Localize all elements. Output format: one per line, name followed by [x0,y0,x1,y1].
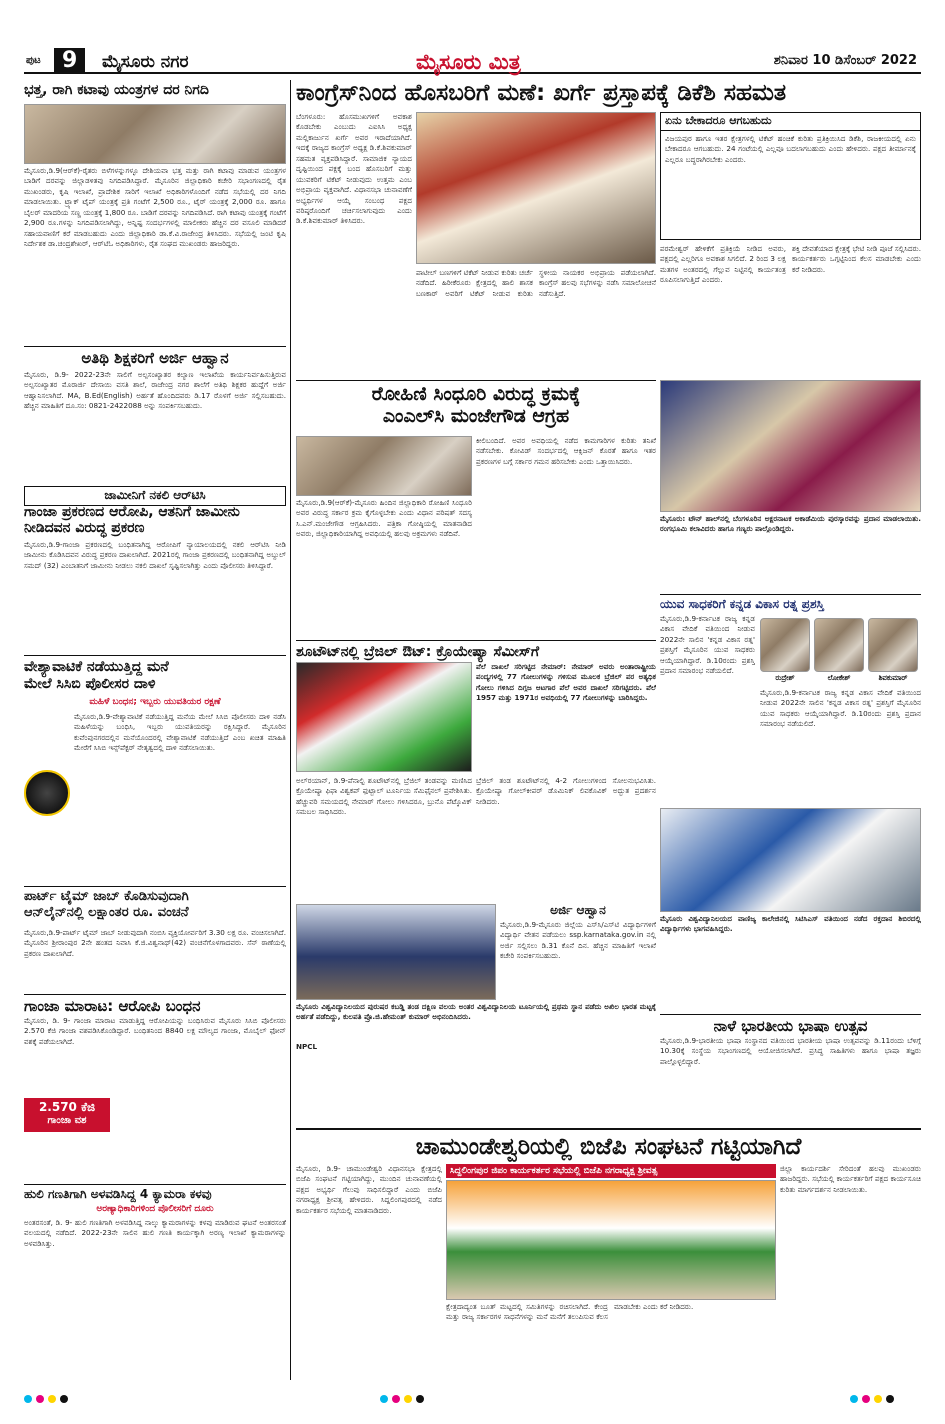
story-body: ಜಿಲ್ಲಾ ಕಾರ್ಯದರ್ಶಿ ಸೇರಿದಂತೆ ಹಲವು ಮುಖಂಡರು ಹಾಜರಿದ್ದರು. ಸಭೆಯಲ್ಲಿ ಕಾರ್ಯಕರ್ತರಿಗೆ ಪಕ್ಷದ ಕಾರ್ಯಸೂಚಿ ಕುರಿತು ಮಾರ್ಗದರ್ಶನ ನೀಡಲಾಯಿತು. [780,1164,921,1194]
paper-name: ಮೈಸೂರು ಮಿತ್ರ [416,49,521,74]
story-body: ಅಂತರಸಂತೆ, ಡಿ. 9- ಹುಲಿ ಗಣತಿಗಾಗಿ ಅಳವಡಿಸಿದ್ದ ನಾಲ್ಕು ಕ್ಯಾಮರಾಗಳನ್ನು ಕಳವು ಮಾಡಿರುವ ಘಟನೆ ಅಂತರಸಂತೆ ವಲಯದಲ್ಲಿ ನಡೆದಿದೆ. 2022-23ನೇ ಸಾಲಿನ ಹುಲಿ ಗಣತಿ ಕಾರ್ಯಕ್ಕಾಗಿ ಅರಣ್ಯ ಇಲಾಖೆ ಕ್ಯಾಮರಾಗಳನ್ನು ಅಳವಡಿಸಿತ್ತು. [24,1218,286,1248]
story-body: ಮೈಸೂರು, ಡಿ.9- ಚಾಮುಂಡೇಶ್ವರಿ ವಿಧಾನಸಭಾ ಕ್ಷೇತ್ರದಲ್ಲಿ ಬಿಜೆಪಿ ಸಂಘಟನೆ ಗಟ್ಟಿಯಾಗಿದ್ದು, ಮುಂದಿನ ಚುನಾವಣೆಯಲ್ಲಿ ಪಕ್ಷದ ಅಭ್ಯರ್ಥಿ ಗೆಲುವು ಸಾಧಿಸಲಿದ್ದಾರೆ ಎಂದು ಬಿಜೆಪಿ ನಗರಾಧ್ಯಕ್ಷ ಶ್ರೀವತ್ಸ ಹೇಳಿದರು. ಸಿದ್ದಲಿಂಗಪುರದಲ್ಲಿ ನಡೆದ ಕಾರ್ಯಕರ್ತರ ಸಭೆಯಲ್ಲಿ ಮಾತನಾಡಿದರು. [296,1164,442,1215]
story-body: ಮೈಸೂರು, ಡಿ. 9- ಗಾಂಜಾ ಮಾರಾಟ ಮಾಡುತ್ತಿದ್ದ ಆರೋಪಿಯನ್ನು ಬಂಧಿಸಿರುವ ಮೈಸೂರು ಸಿಸಿಬಿ ಪೊಲೀಸರು 2.570 ಕೆಜಿ ಗಾಂಜಾ ವಶಪಡಿಸಿಕೊಂಡಿದ್ದಾರೆ. ಬಂಧಿತನಿಂದ 8840 ಲಕ್ಷ ಮೌಲ್ಯದ ಗಾಂಜಾ, ಮೊಬೈಲ್ ಫೋನ್ ವಶಕ್ಕೆ ಪಡೆಯಲಾಗಿದೆ. [24,1016,286,1046]
page-number: 9 [54,48,85,73]
ganja-highlight-box [24,1098,110,1132]
crime-logo [24,770,70,816]
masthead [24,50,921,74]
story-body: ಮೈಸೂರು,ಡಿ.9-ಗಾಂಜಾ ಪ್ರಕರಣದಲ್ಲಿ ಬಂಧಿತನಾಗಿದ್ದ ಆರೋಪಿಗೆ ನ್ಯಾಯಾಲಯದಲ್ಲಿ ನಕಲಿ ಆರ್‌ಟಿಸಿ ನೀಡಿ ಜಾಮೀನು ಕೊಡಿಸಿದವನ ವಿರುದ್ಧ ಪ್ರಕರಣ ದಾಖಲಾಗಿದೆ. 2021ರಲ್ಲಿ ಗಾಂಜಾ ಪ್ರಕರಣದಲ್ಲಿ ಬಂಧಿತನಾಗಿದ್ದ ಅಬ್ದುಲ್ ಸಮದ್ (32) ಎಂಬಾತನಿಗೆ ಜಾಮೀನು ನೀಡಲು ನಕಲಿ ದಾಖಲೆ ಸೃಷ್ಟಿಸಲಾಗಿತ್ತು ಎಂದು ಪೊಲೀಸರು ತಿಳಿಸಿದ್ದಾರೆ. [24,540,286,570]
story-body: ಮೈಸೂರು,ಡಿ.9-ಪಾರ್ಟ್ ಟೈಮ್ ಜಾಬ್ ನೀಡುವುದಾಗಿ ನಂಬಿಸಿ ವ್ಯಕ್ತಿಯೋರ್ವರಿಗೆ 3.30 ಲಕ್ಷ ರೂ. ವಂಚಿಸಲಾಗಿದೆ. ಮೈಸೂರಿನ ಶ್ರೀರಾಂಪುರ 2ನೇ ಹಂತದ ನಿವಾಸಿ ಕೆ.ಜಿ.ವಿಶ್ವನಾಥ್(42) ವಂಚನೆಗೊಳಗಾದವರು. ಸೆನ್ ಠಾಣೆಯಲ್ಲಿ ಪ್ರಕರಣ ದಾಖಲಾಗಿದೆ. [24,928,286,958]
lead-headline: ಕಾಂಗ್ರೆಸ್‌ನಿಂದ ಹೊಸಬರಿಗೆ ಮಣೆ: ಖರ್ಗೆ ಪ್ರಸ್ತಾಪಕ್ಕೆ ಡಿಕೆಶಿ ಸಹಮತ [296,80,787,106]
headline: ಯುವ ಸಾಧಕರಿಗೆ ಕನ್ನಡ ವಿಕಾಸ ರತ್ನ ಪ್ರಶಸ್ತಿ [660,594,921,612]
kicker: ಜಾಮೀನಿಗೆ ನಕಲಿ ಆರ್‌ಟಿಸಿ [24,486,286,506]
story-body: ಮೈಸೂರು,ಡಿ.9-ವೇಶ್ಯಾವಾಟಿಕೆ ನಡೆಯುತ್ತಿದ್ದ ಮನೆಯ ಮೇಲೆ ಸಿಸಿಬಿ ಪೊಲೀಸರು ದಾಳಿ ನಡೆಸಿ ಮಹಿಳೆಯನ್ನು ಬಂಧಿಸಿ, ಇಬ್ಬರು ಯುವತಿಯರನ್ನು ರಕ್ಷಿಸಿದ್ದಾರೆ. ಮೈಸೂರಿನ ಕುವೆಂಪುನಗರದಲ್ಲಿನ ಮನೆಯೊಂದರಲ್ಲಿ ವೇಶ್ಯಾವಾಟಿಕೆ ನಡೆಯುತ್ತಿದೆ ಎಂಬ ಖಚಿತ ಮಾಹಿತಿ ಮೇರೆಗೆ ಸಿಸಿಬಿ ಇನ್ಸ್‌ಪೆಕ್ಟರ್ ನೇತೃತ್ವದಲ್ಲಿ ದಾಳಿ ನಡೆಸಲಾಯಿತು. [74,712,286,753]
neymar-sidebar: ಪೆಲೆ ದಾಖಲೆ ಸರಿಗಟ್ಟಿದ ನೇಮಾರ್: ನೇಮಾರ್ ಅವರು ಅಂತಾರಾಷ್ಟ್ರೀಯ ಪಂದ್ಯಗಳಲ್ಲಿ 77 ಗೋಲುಗಳನ್ನು ಗಳಿಸುವ ಮೂಲಕ ಬ್ರೆಜಿಲ್ ಪರ ಅತ್ಯಧಿಕ ಗೋಲು ಗಳಿಸಿದ ದಿಗ್ಗಜ ಆಟಗಾರ ಪೆಲೆ ಅವರ ದಾಖಲೆ ಸರಿಗಟ್ಟಿದರು. ಪೆಲೆ 1957 ಮತ್ತು 1971ರ ಅವಧಿಯಲ್ಲಿ 77 ಗೋಲುಗಳನ್ನು ಬಾರಿಸಿದ್ದರು. [476,662,656,703]
story-body: ಮೈಸೂರು,ಡಿ.9(ಆರ್‌ಕೆ)-ರೈತರು ಬಿಳೆಗಳನ್ನುಗಳ್ಳೂ ದೇಶಿಯವಾ ಭತ್ತ ಮತ್ತು ರಾಗಿ ಕಟಾವು ಮಾಡುವ ಯಂತ್ರಗಳ ಬಾಡಿಗೆ ದರವನ್ನು ಜಿಲ್ಲಾಡಳಿತವು ನಿಗದಿಪಡಿಸಿದ್ದಾರೆ. ಮೈಸೂರಿನ ಜಿಲ್ಲಾಧಿಕಾರಿ ಕಚೇರಿ ಸಭಾಂಗಣದಲ್ಲಿ ರೈತ ಮುಖಂಡರು, ಕೃಷಿ ಇಲಾಖೆ, ಪ್ರಾದೇಶಿಕ ಸಾರಿಗೆ ಇಲಾಖೆ ಅಧಿಕಾರಿಗಳೊಂದಿಗೆ ನಡೆದ ಸಭೆಯಲ್ಲಿ ದರ ನಿಗದಿ ಮಾಡಲಾಯಿತು. ಟ್ರ್ಯಾಕ್ ಟೈಪ್ ಯಂತ್ರಕ್ಕೆ ಪ್ರತಿ ಗಂಟೆಗೆ 2,500 ರೂ., ಟೈರ್ ಯಂತ್ರಕ್ಕೆ 2,000 ರೂ. ಹಾಗೂ ಬೈಲರ್ ಮಾದರಿಯ ಸಣ್ಣ ಯಂತ್ರಕ್ಕೆ 1,800 ರೂ. ಬಾಡಿಗೆ ದರವನ್ನು ನಿಗದಿಪಡಿಸಿದೆ. ರಾಗಿ ಕಟಾವು ಯಂತ್ರಕ್ಕೆ ಗಂಟೆಗೆ 2,900 ರೂ.ಗಳನ್ನು ನಿಗದಿಪಡಿಸಲಾಗಿದ್ದು, ಅನ್ನಿಷ್ಟ ಸಂದರ್ಭಗಳಲ್ಲಿ ಮಾಲೀಕರು ಹೆಚ್ಚಿನ ದರ ವಸೂಲಿ ಮಾಡಿದರೆ ಸಹಾಯವಾಣಿಗೆ ಕರೆ ಮಾಡಬಹುದು ಎಂದು ಜಿಲ್ಲಾಧಿಕಾರಿ ಡಾ.ಕೆ.ವಿ.ರಾಜೇಂದ್ರ ತಿಳಿಸಿದರು. ಸಭೆಯಲ್ಲಿ ಜಂಟಿ ಕೃಷಿ ನಿರ್ದೇಶಕ ಡಾ.ಚಂದ್ರಶೇಖರ್, ಆರ್‌ಟಿಓ ಅಧಿಕಾರಿಗಳು, ರೈತ ಸಂಘದ ಮುಖಂಡರು ಹಾಜರಿದ್ದರು. [24,166,286,249]
sub-headline: ಮಹಿಳೆ ಬಂಧನ; ಇಬ್ಬರು ಯುವತಿಯರ ರಕ್ಷಣೆ [89,697,221,707]
team-photo [296,904,496,1000]
bottom-headline: ಚಾಮುಂಡೇಶ್ವರಿಯಲ್ಲಿ ಬಿಜೆಪಿ ಸಂಘಟನೆ ಗಟ್ಟಿಯಾಗಿದೆ [296,1128,921,1160]
story-body: ಮೈಸೂರು,ಡಿ.9-ಕರ್ನಾಟಕ ರಾಜ್ಯ ಕನ್ನಡ ವಿಕಾಸ ವೇದಿಕೆ ವತಿಯಿಂದ ನೀಡುವ 2022ನೇ ಸಾಲಿನ 'ಕನ್ನಡ ವಿಕಾಸ ರತ್ನ' ಪ್ರಶಸ್ತಿಗೆ ಮೈಸೂರಿನ ಯುವ ಸಾಧಕರು ಆಯ್ಕೆಯಾಗಿದ್ದಾರೆ. ಡಿ.10ರಂದು ಪ್ರಶಸ್ತಿ ಪ್ರದಾನ ಸಮಾರಂಭ ನಡೆಯಲಿದೆ. [660,614,755,676]
headline: ಹುಲಿ ಗಣತಿಗಾಗಿ ಅಳವಡಿಸಿದ್ದ 4 ಕ್ಯಾಮರಾ ಕಳವು [24,1184,286,1202]
headline: ನಾಳೆ ಭಾರತೀಯ ಭಾಷಾ ಉತ್ಸವ [660,1014,921,1035]
headline: ಭತ್ತ, ರಾಗಿ ಕಟಾವು ಯಂತ್ರಗಳ ದರ ನಿಗದಿ [24,82,209,98]
story-body: ಮೈಸೂರು,ಡಿ.9-ಭಾರತೀಯ ಭಾಷಾ ಸಂಸ್ಥಾನದ ವತಿಯಿಂದ ಭಾರತೀಯ ಭಾಷಾ ಉತ್ಸವವನ್ನು ಡಿ.11ರಂದು ಬೆಳಿಗ್ಗೆ 10.30ಕ್ಕೆ ಸಂಸ್ಥೆಯ ಸಭಾಂಗಣದಲ್ಲಿ ಆಯೋಜಿಸಲಾಗಿದೆ. ಪ್ರಸಿದ್ಧ ಸಾಹಿತಿಗಳು ಹಾಗೂ ಭಾಷಾ ತಜ್ಞರು ಪಾಲ್ಗೊಳ್ಳಲಿದ್ದಾರೆ. [660,1036,921,1066]
story-body: ಕೀಲಿಬಂದಿದೆ. ಅವರ ಅವಧಿಯಲ್ಲಿ ನಡೆದ ಕಾಮಗಾರಿಗಳ ಕುರಿತು ತನಿಖೆ ನಡೆಸಬೇಕು. ಕೋವಿಡ್ ಸಂದರ್ಭದಲ್ಲಿ ಆಕ್ಸಿಜನ್ ಕೊರತೆ ಹಾಗೂ ಇತರ ಪ್ರಕರಣಗಳ ಬಗ್ಗೆ ಸರ್ಕಾರ ಗಮನ ಹರಿಸಬೇಕು ಎಂದು ಒತ್ತಾಯಿಸಿದರು. [476,436,656,466]
lead-photo [416,112,656,264]
portrait-3 [868,618,918,672]
headline: ಅತಿಥಿ ಶಿಕ್ಷಕರಿಗೆ ಅರ್ಜಿ ಆಹ್ವಾನ [24,346,286,367]
headline: ಆನ್‌ಲೈನ್‌ನಲ್ಲಿ ಲಕ್ಷಾಂತರ ರೂ. ವಂಚನೆ [24,905,189,920]
story-body: ಬ್ರೆಜಿಲ್ ತಂಡ ಶೂಟೌಟ್‌ನಲ್ಲಿ 4-2 ಗೋಲುಗಳಿಂದ ಸೋಲನುಭವಿಸಿತು. ಕ್ರೊಯೇಷ್ಯಾ ಗೋಲ್‌ಕೀಪರ್ ಡೊಮಿನಿಕ್ ಲಿವಕೊವಿಕ್ ಅದ್ಭುತ ಪ್ರದರ್ಶನ ನೀಡಿದರು. [476,776,656,806]
inset-body: ವಿಜಯಪುರ ಹಾಗೂ ಇತರ ಕ್ಷೇತ್ರಗಳಲ್ಲಿ ಟಿಕೆಟ್ ಹಂಚಿಕೆ ಕುರಿತು ಪ್ರತಿಕ್ರಿಯಿಸಿದ ಡಿಕೆಶಿ, ರಾಜಕೀಯದಲ್ಲಿ ಏನು ಬೇಕಾದರೂ ಆಗಬಹುದು. 24 ಗಂಟೆಯಲ್ಲಿ ಎಲ್ಲವೂ ಬದಲಾಗಬಹುದು ಎಂದು ಹೇಳಿದರು. ಪಕ್ಷದ ತೀರ್ಮಾನಕ್ಕೆ ಎಲ್ಲರೂ ಬದ್ಧರಾಗಿರಬೇಕು ಎಂದರು. [665,133,916,164]
story-body: ಬೆಂಗಳೂರು: ಹೊಸಮುಖಗಳಿಗೆ ಅವಕಾಶ ಕೊಡಬೇಕು ಎಂಬುದು ಎಐಸಿಸಿ ಅಧ್ಯಕ್ಷ ಮಲ್ಲಿಕಾರ್ಜುನ ಖರ್ಗೆ ಅವರ ಇರಾದೆಯಾಗಿದೆ. ಇದಕ್ಕೆ ರಾಜ್ಯದ ಕಾಂಗ್ರೆಸ್ ಅಧ್ಯಕ್ಷ ಡಿ.ಕೆ.ಶಿವಕುಮಾರ್ ಸಹಮತ ವ್ಯಕ್ತಪಡಿಸಿದ್ದಾರೆ. ಸಾಮಾಜಿಕ ನ್ಯಾಯದ ದೃಷ್ಟಿಯಿಂದ ಪಕ್ಷಕ್ಕೆ ಬಂದ ಹೊಸಬರಿಗೆ ಮತ್ತು ಯುವಕರಿಗೆ ಟಿಕೆಟ್ ನೀಡುವುದು ಉತ್ತಮ ಎಂಬ ಅಭಿಪ್ರಾಯ ವ್ಯಕ್ತವಾಗಿದೆ. ವಿಧಾನಸಭಾ ಚುನಾವಣೆಗೆ ಅಭ್ಯರ್ಥಿಗಳ ಆಯ್ಕೆ ಸಂಬಂಧ ಪಕ್ಷದ ವರಿಷ್ಠರೊಂದಿಗೆ ಚರ್ಚಿಸಲಾಗುವುದು ಎಂದು ಡಿ.ಕೆ.ಶಿವಕುಮಾರ್ ತಿಳಿಸಿದರು. [296,112,412,226]
story-body: ಮೈಸೂರು, ಡಿ.9- 2022-23ನೇ ಸಾಲಿಗೆ ಅಲ್ಪಸಂಖ್ಯಾತರ ಕಲ್ಯಾಣ ಇಲಾಖೆಯ ಕಾರ್ಯನಿರ್ವಹಿಸುತ್ತಿರುವ ಅಲ್ಪಸಂಖ್ಯಾತರ ಮೊರಾರ್ಜಿ ದೇಸಾಯಿ ವಸತಿ ಶಾಲೆ, ರಾಜೇಂದ್ರ ನಗರ ಶಾಲೆಗೆ ಅತಿಥಿ ಶಿಕ್ಷಕರ ಹುದ್ದೆಗೆ ಅರ್ಜಿ ಆಹ್ವಾನಿಸಲಾಗಿದೆ. MA, B.Ed(English) ಅರ್ಹತೆ ಹೊಂದಿದವರು ಡಿ.17 ರೊಳಗೆ ಅರ್ಜಿ ಸಲ್ಲಿಸಬಹುದು. ಹೆಚ್ಚಿನ ಮಾಹಿತಿಗೆ ದೂ.ಸಂ: 0821-2422088 ಅನ್ನು ಸಂಪರ್ಕಿಸಬಹುದು. [24,370,286,411]
issue-date: ಶನಿವಾರ 10 ಡಿಸೆಂಬರ್ 2022 [773,53,917,68]
blood-donation-photo [660,808,921,912]
football-photo [296,662,472,772]
headline: ಮೇಲೆ ಸಿಸಿಬಿ ಪೊಲೀಸರ ದಾಳಿ [24,676,156,692]
press-meet-photo [296,436,472,496]
photo-caption: ಮೈಸೂರು ವಿಶ್ವವಿದ್ಯಾನಿಲಯದ ಪುರುಷರ ಕಬಡ್ಡಿ ತಂಡ ದಕ್ಷಿಣ ವಲಯ ಅಂತರ ವಿಶ್ವವಿದ್ಯಾನಿಲಯ ಟೂರ್ನಿಯಲ್ಲಿ ಪ್ರಥಮ ಸ್ಥಾನ ಪಡೆದು ಅಖಿಲ ಭಾರತ ಮಟ್ಟಕ್ಕೆ ಅರ್ಹತೆ ಪಡೆದಿದ್ದು, ಕುಲಪತಿ ಪ್ರೊ.ಜಿ.ಹೇಮಂತ್ ಕುಮಾರ್ ಅಭಿನಂದಿಸಿದರು. [296,1002,656,1022]
photo-meeting [24,104,286,164]
portrait-name: ರುದ್ರೇಶ್ [775,674,795,682]
story-body: ಪರಮೇಶ್ವರ್ ಹೇಳಿಕೆಗೆ ಪ್ರತಿಕ್ರಿಯೆ ನೀಡಿದ ಅವರು, ಪಕ್ಷದಲ್ಲಿ ಎಲ್ಲರಿಗೂ ಅವಕಾಶ ಸಿಗಲಿದೆ. 2 ರಿಂದ 3 ಲಕ್ಷ ಮತಗಳ ಅಂತರದಲ್ಲಿ ಗೆಲ್ಲುವ ನಿಟ್ಟಿನಲ್ಲಿ ಕಾರ್ಯತಂತ್ರ ರೂಪಿಸಲಾಗುತ್ತಿದೆ ಎಂದರು. [660,244,786,285]
story-body: ಶಕ್ತಿ ದೇವತೆಯಾದ ಕ್ಷೇತ್ರಕ್ಕೆ ಭೇಟಿ ನೀಡಿ ಪೂಜೆ ಸಲ್ಲಿಸಿದರು. ಕಾರ್ಯಕರ್ತರು ಒಗ್ಗಟ್ಟಿನಿಂದ ಕೆಲಸ ಮಾಡಬೇಕು ಎಂದು ಕರೆ ನೀಡಿದರು. [792,244,921,274]
photo-headline: ಸಿದ್ದಲಿಂಗಪುರ ಜಿಪಂ ಕಾರ್ಯಕರ್ತರ ಸಭೆಯಲ್ಲಿ ಬಿಜೆಪಿ ನಗರಾಧ್ಯಕ್ಷ ಶ್ರೀವತ್ಸ [446,1164,776,1178]
ganja-label: ಗಾಂಜಾ ವಶ [47,1115,87,1126]
page-tag: ಪುಟ [26,55,41,66]
ganja-qty: 2.570 ಕೆಜಿ [38,1100,96,1114]
inset-box [660,112,921,240]
section-name: ಮೈಸೂರು ನಗರ [102,52,189,72]
registration-marks [850,1388,930,1400]
story-body: ಮೈಸೂರು,ಡಿ.9(ಆರ್‌ಕೆ)-ಮೈಸೂರು ಹಿಂದಿನ ಜಿಲ್ಲಾಧಿಕಾರಿ ರೋಹಿಣಿ ಸಿಂಧೂರಿ ಅವರ ವಿರುದ್ಧ ಸರ್ಕಾರ ಕ್ರಮ ಕೈಗೊಳ್ಳಬೇಕು ಎಂದು ವಿಧಾನ ಪರಿಷತ್ ಸದಸ್ಯ ಸಿ.ಎನ್.ಮಂಜೇಗೌಡ ಆಗ್ರಹಿಸಿದರು. ಪತ್ರಿಕಾ ಗೋಷ್ಠಿಯಲ್ಲಿ ಮಾತನಾಡಿದ ಅವರು, ಜಿಲ್ಲಾಧಿಕಾರಿಯಾಗಿದ್ದ ಅವಧಿಯಲ್ಲಿ ಹಲವು ಅಕ್ರಮಗಳು ನಡೆದಿವೆ. [296,498,472,539]
photo-caption: ಮೈಸೂರು: ಟೌನ್ ಹಾಲ್‌ನಲ್ಲಿ ಬೆಂಗಳೂರಿನ ಅಕ್ಷರನಾಟಕ ಅಕಾಡೆಮಿಯ ಪುರಸ್ಕಾರವನ್ನು ಪ್ರದಾನ ಮಾಡಲಾಯಿತು. ರಂಗಭೂಮಿ ಕಲಾವಿದರು ಹಾಗೂ ಗಣ್ಯರು ಪಾಲ್ಗೊಂಡಿದ್ದರು. [660,514,921,534]
story-body: ಮೈಸೂರು,ಡಿ.9-ಕರ್ನಾಟಕ ರಾಜ್ಯ ಕನ್ನಡ ವಿಕಾಸ ವೇದಿಕೆ ವತಿಯಿಂದ ನೀಡುವ 2022ನೇ ಸಾಲಿನ 'ಕನ್ನಡ ವಿಕಾಸ ರತ್ನ' ಪ್ರಶಸ್ತಿಗೆ ಮೈಸೂರಿನ ಯುವ ಸಾಧಕರು ಆಯ್ಕೆಯಾಗಿದ್ದಾರೆ. ಡಿ.10ರಂದು ಪ್ರಶಸ್ತಿ ಪ್ರದಾನ ಸಮಾರಂಭ ನಡೆಯಲಿದೆ. [760,688,921,729]
registration-marks [24,1388,921,1400]
sub-headline: ಅರಣ್ಯಾಧಿಕಾರಿಗಳಿಂದ ಪೊಲೀಸರಿಗೆ ದೂರು [96,1204,214,1214]
headline: ಅರ್ಜಿ ಆಹ್ವಾನ [550,903,606,917]
story-body: ಕ್ಷೇತ್ರದಾದ್ಯಂತ ಬೂತ್ ಮಟ್ಟದಲ್ಲಿ ಸಮಿತಿಗಳನ್ನು ರಚಿಸಲಾಗಿದೆ. ಕೇಂದ್ರ ಮತ್ತು ರಾಜ್ಯ ಸರ್ಕಾರಗಳ ಸಾಧನೆಗಳನ್ನು ಮನೆ ಮನೆಗೆ ತಲುಪಿಸುವ ಕೆಲಸ ಮಾಡಬೇಕು ಎಂದು ಕರೆ ನೀಡಿದರು. [446,1302,694,1322]
headline: ವೇಶ್ಯಾವಾಟಿಕೆ ನಡೆಯುತ್ತಿದ್ದ ಮನೆ [24,655,286,675]
story-body: ಅಲ್‌ರಯಾನ್, ಡಿ.9-ಪೆನಾಲ್ಟಿ ಶೂಟೌಟ್‌ನಲ್ಲಿ ಬ್ರೆಜಿಲ್ ತಂಡವನ್ನು ಮಣಿಸಿದ ಕ್ರೊಯೇಷ್ಯಾ ಫಿಫಾ ವಿಶ್ವಕಪ್ ಫುಟ್ಬಾಲ್ ಟೂರ್ನಿಯ ಸೆಮಿಫೈನಲ್ ಪ್ರವೇಶಿಸಿತು. ಹೆಚ್ಚುವರಿ ಸಮಯದಲ್ಲಿ ನೇಮಾರ್ ಗೋಲು ಗಳಿಸಿದರೂ, ಬ್ರುನೊ ಪೆಟ್ಕೊವಿಕ್ ಸಮಬಲ ಸಾಧಿಸಿದರು. [296,776,472,817]
award-photo [660,380,921,512]
headline: ಶೂಟೌಟ್‌ನಲ್ಲಿ ಬ್ರೆಜಿಲ್ ಔಟ್: ಕ್ರೊಯೇಷ್ಯಾ ಸೆಮೀಸ್‌ಗೆ [296,640,656,660]
headline: ಗಾಂಜಾ ಮಾರಾಟ: ಆರೋಪಿ ಬಂಧನ [24,994,286,1015]
photo-caption: ಮೈಸೂರು ವಿಶ್ವವಿದ್ಯಾನಿಲಯದ ವಾಣಿಜ್ಯ ಕಾಲೇಜಿನಲ್ಲಿ ಸಿಟಿಸಿಎಸ್ ವತಿಯಿಂದ ನಡೆದ ರಕ್ತದಾನ ಶಿಬಿರದಲ್ಲಿ ವಿದ್ಯಾರ್ಥಿಗಳು ಭಾಗವಹಿಸಿದ್ದರು. [660,914,921,934]
headline: ಎಂಎಲ್‌ಸಿ ಮಂಜೇಗೌಡ ಆಗ್ರಹ [382,405,570,427]
portrait-name: ಶಿವಕುಮಾರ್ [878,674,908,682]
registration-marks [380,1388,460,1400]
npcl-strip [296,1042,656,1122]
portrait-2 [814,618,864,672]
npcl-label: NPCL [296,1042,318,1051]
bjp-meeting-photo [446,1180,776,1300]
story-body: ಪಾಟೀಲ್ ಬಣಗಳಿಗೆ ಟಿಕೆಟ್ ನೀಡುವ ಕುರಿತು ಚರ್ಚೆ ನಡೆದಿದೆ. ಹಿರೀಕೆರೂರು ಕ್ಷೇತ್ರದಲ್ಲಿ ಹಾಲಿ ಶಾಸಕ ಬಣಕಾರ್ ಅವರಿಗೆ ಟಿಕೆಟ್ ನೀಡುವ ಕುರಿತು ಸ್ಥಳೀಯ ನಾಯಕರ ಅಭಿಪ್ರಾಯ ಪಡೆಯಲಾಗಿದೆ. ಕಾಂಗ್ರೆಸ್ ಹಲವು ಸಭೆಗಳನ್ನು ನಡೆಸಿ ಸಮಾಲೋಚನೆ ನಡೆಸುತ್ತಿದೆ. [416,268,656,298]
headline: ರೋಹಿಣಿ ಸಿಂಧೂರಿ ವಿರುದ್ಧ ಕ್ರಮಕ್ಕೆ [296,380,656,406]
story-body: ಮೈಸೂರು,ಡಿ.9-ಮೈಸೂರು ಜಿಲ್ಲೆಯ ಎಸ್‌ಸಿ/ಎಸ್‌ಟಿ ವಿದ್ಯಾರ್ಥಿಗಳಿಗೆ ವಿದ್ಯಾರ್ಥಿ ವೇತನ ಪಡೆಯಲು ssp.karnataka.gov.in ನಲ್ಲಿ ಅರ್ಜಿ ಸಲ್ಲಿಸಲು ಡಿ.31 ಕೊನೆ ದಿನ. ಹೆಚ್ಚಿನ ಮಾಹಿತಿಗೆ ಇಲಾಖೆ ಕಚೇರಿ ಸಂಪರ್ಕಿಸಬಹುದು. [500,920,656,961]
portrait-1 [760,618,810,672]
inset-headline: ಏನು ಬೇಕಾದರೂ ಆಗಬಹುದು [661,113,920,131]
headline: ಗಾಂಜಾ ಪ್ರಕರಣದ ಆರೋಪಿ, ಆತನಿಗೆ ಜಾಮೀನು ನೀಡಿದವನ ವಿರುದ್ಧ ಪ್ರಕರಣ [24,504,240,537]
column-divider [290,80,291,1380]
portrait-name: ಲೋಕೇಶ್ [827,674,851,682]
headline: ಪಾರ್ಟ್ ಟೈಮ್ ಜಾಬ್ ಕೊಡಿಸುವುದಾಗಿ [24,886,286,905]
